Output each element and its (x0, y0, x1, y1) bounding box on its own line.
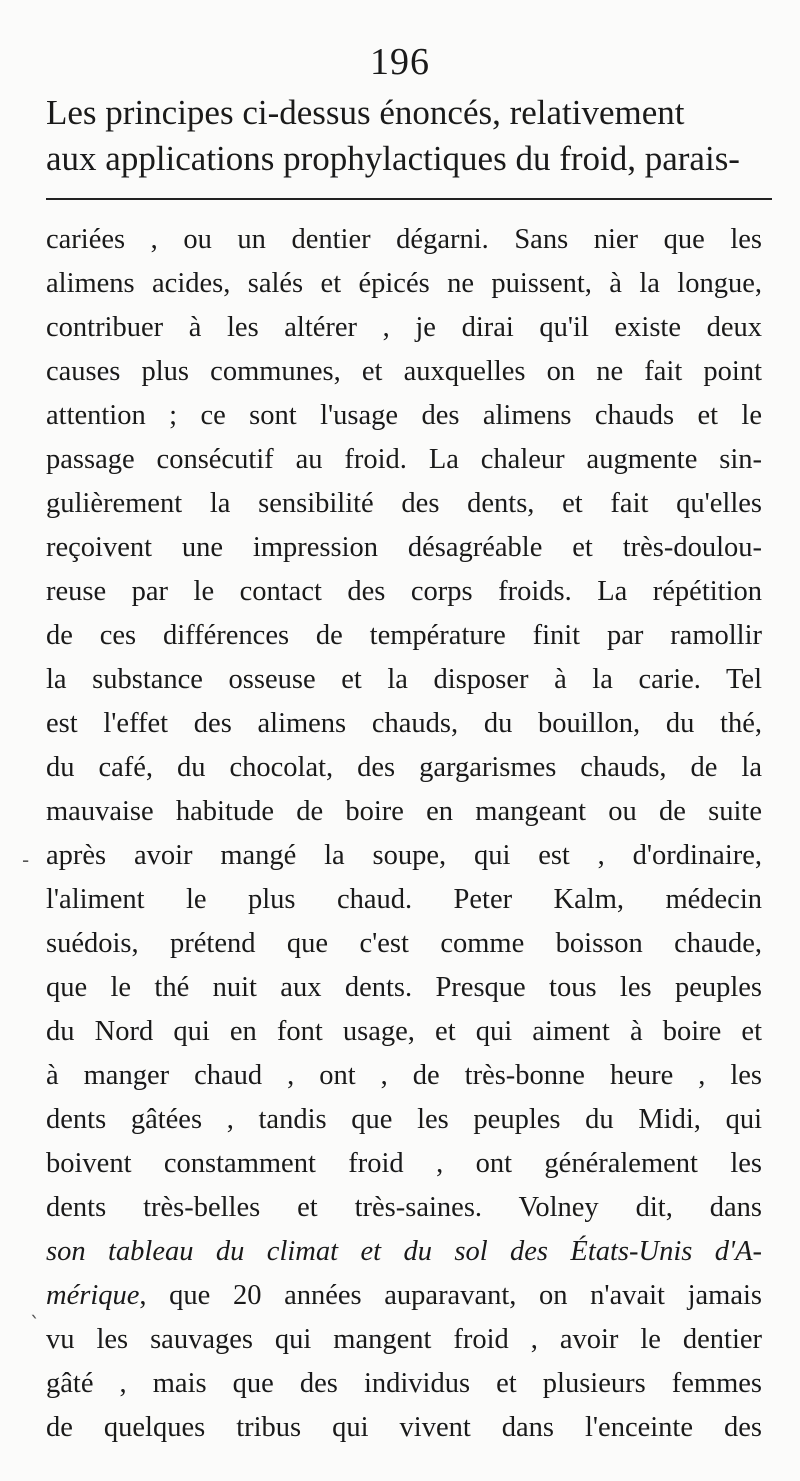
body-line-text: , que 20 années auparavant, on n'avait jamais (139, 1280, 762, 1311)
body-line: boivent constamment froid , ont généralement les (46, 1148, 762, 1179)
body-line: l'aliment le plus chaud. Peter Kalm, médecin (46, 884, 762, 915)
body-line: dents gâtées , tandis que les peuples du Midi, qui (46, 1104, 762, 1135)
body-line: attention ; ce sont l'usage des alimens chauds et le (46, 400, 762, 431)
margin-tick-mark: ` (30, 1312, 40, 1336)
body-line-italic-title (46, 1230, 762, 1274)
body-line: vu les sauvages qui mangent froid , avoir le dentier (46, 1324, 762, 1355)
body-line: que le thé nuit aux dents. Presque tous les peuples (46, 972, 762, 1003)
body-line: du café, du chocolat, des gargarismes chauds, de la (46, 752, 762, 783)
body-line: dents très-belles et très-saines. Volney dit, dans (46, 1192, 762, 1223)
body-line: de quelques tribus qui vivent dans l'enceinte des (46, 1412, 762, 1443)
body-line: reuse par le contact des corps froids. La répétition (46, 576, 762, 607)
page-number: 196 (370, 41, 430, 83)
body-line: contribuer à les altérer , je dirai qu'il existe deux (46, 312, 762, 343)
body-line: la substance osseuse et la disposer à la carie. Tel (46, 664, 762, 695)
book-title-italic-end: mérique (46, 1280, 140, 1311)
body-line: mauvaise habitude de boire en mangeant ou de suite (46, 796, 762, 827)
body-line: alimens acides, salés et épicés ne puissent, à la longue, (46, 268, 762, 299)
body-line: à manger chaud , ont , de très-bonne heure , les (46, 1060, 762, 1091)
body-line: cariées , ou un dentier dégarni. Sans nier que les (46, 224, 762, 255)
header-rule (46, 198, 772, 200)
body-line: reçoivent une impression désagréable et très-doulou- (46, 532, 762, 563)
header-line-1: Les principes ci-dessus énoncés, relativement (46, 93, 685, 132)
book-title-italic: son tableau du climat et du sol des États-Unis d'A- (46, 1236, 762, 1267)
body-line: gâté , mais que des individus et plusieurs femmes (46, 1368, 762, 1399)
body-line: gulièrement la sensibilité des dents, et fait qu'elles (46, 488, 762, 519)
body-line: est l'effet des alimens chauds, du bouillon, du thé, (46, 708, 762, 739)
body-line: du Nord qui en font usage, et qui aiment à boire et (46, 1016, 762, 1047)
body-line-mixed (46, 1274, 762, 1318)
body-line: suédois, prétend que c'est comme boisson chaude, (46, 928, 762, 959)
header-line-2: aux applications prophylactiques du froid, parais- (46, 139, 740, 178)
margin-dash-mark: - (22, 848, 30, 872)
body-line: de ces différences de température finit par ramollir (46, 620, 762, 651)
body-line: causes plus communes, et auxquelles on ne fait point (46, 356, 762, 387)
body-line: passage consécutif au froid. La chaleur augmente sin- (46, 444, 762, 475)
body-line: après avoir mangé la soupe, qui est , d'ordinaire, (46, 840, 762, 871)
